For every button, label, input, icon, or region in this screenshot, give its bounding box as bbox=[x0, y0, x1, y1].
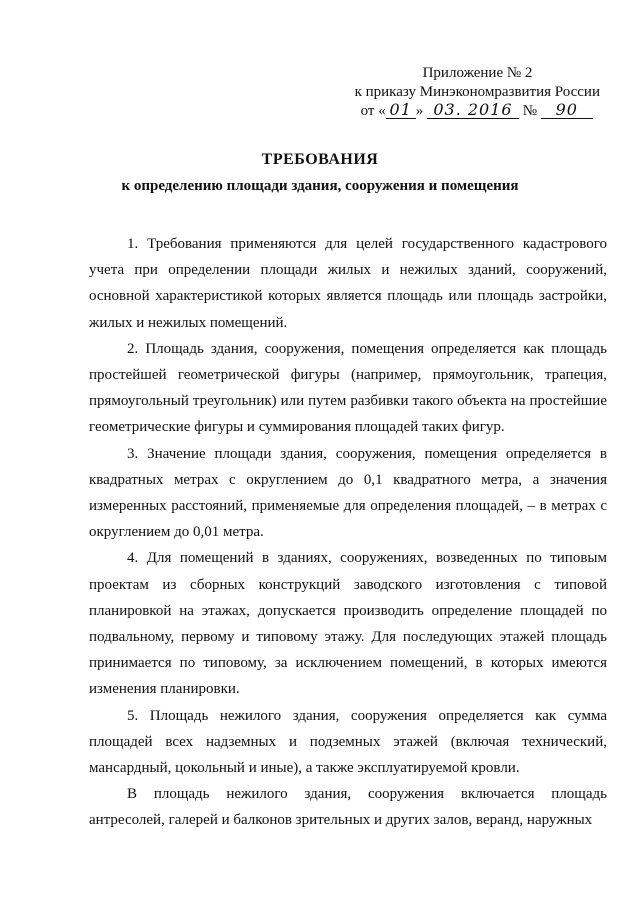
date-mid: » bbox=[415, 103, 424, 119]
paragraph-3: 3. Значение площади здания, сооружения, помещения определяется в квадратных метрах с округлением до 0,1 квадратного метра, а значения измеренных расстояний, применяемые для определения площадей, – в метрах с округлением до 0,01 метра. bbox=[89, 445, 607, 541]
handwritten-order-number: 90 bbox=[541, 102, 593, 119]
document-subtitle: к определению площади здания, сооружения и помещения bbox=[121, 178, 519, 194]
date-prefix: от « bbox=[360, 103, 386, 119]
handwritten-month-year: 03. 2016 bbox=[427, 102, 519, 119]
handwritten-day: 01 bbox=[386, 102, 416, 119]
paragraph-5: 5. Площадь нежилого здания, сооружения определяется как сумма площадей всех надземных и подземных этажей (включая технический, мансардный, цокольный и иные), а также эксплуатируемой кровли. bbox=[89, 707, 607, 777]
appendix-label: Приложение № 2 bbox=[422, 65, 533, 81]
paragraph-2: 2. Площадь здания, сооружения, помещения определяется как площадь простейшей геометрической фигуры (например, прямоугольник, трапеция, прямоугольный треугольник) или путем разбивки такого объекта на простейшие геометрические фигуры и суммирования площадей таких фигур. bbox=[89, 340, 607, 436]
number-prefix: № bbox=[522, 103, 538, 119]
paragraph-4: 4. Для помещений в зданиях, сооружениях, возведенных по типовым проектам из сборных конструкций заводского изготовления с типовой планировкой на этажах, допускается производить определение площадей по подвальному, первому и типовому этажу. Для последующих этажей площадь принимается по типовому, за исключением помещений, в которых имеются изменения планировки. bbox=[89, 550, 607, 698]
appendix-header bbox=[355, 64, 600, 121]
paragraph-6: В площадь нежилого здания, сооружения включается площадь антресолей, галерей и балконов зрительных и других залов, веранд, наружных bbox=[89, 786, 607, 829]
order-date-line bbox=[355, 102, 600, 121]
document-title: ТРЕБОВАНИЯ bbox=[261, 151, 379, 168]
order-reference: к приказу Минэкономразвития России bbox=[354, 84, 600, 100]
paragraph-1: 1. Требования применяются для целей государственного кадастрового учета при определении площади жилых и нежилых зданий, сооружений, основной характеристикой которых является площадь или площадь застройки, жилых и нежилых помещений. bbox=[89, 236, 607, 331]
document-body bbox=[89, 231, 607, 834]
